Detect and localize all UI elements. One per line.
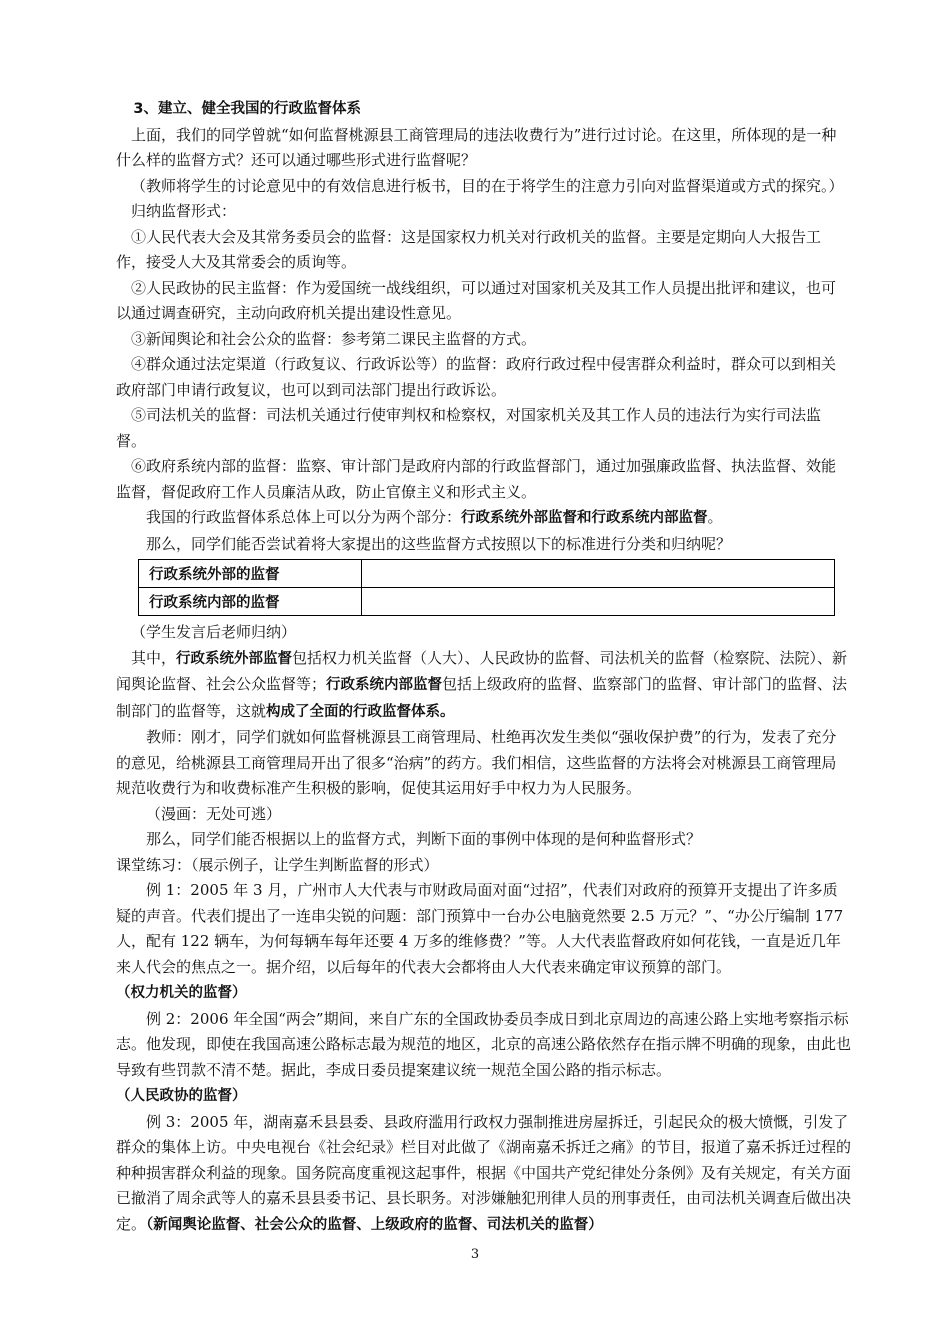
form-item: ③新闻舆论和社会公众的监督：参考第二课民主监督的方式。 <box>131 329 537 348</box>
page-content <box>116 97 851 1238</box>
system-bold-text: 行政系统外部监督和行政系统内部监督 <box>461 510 708 526</box>
example-2-answer: （人民政协的监督） <box>116 1088 247 1104</box>
comic-note: （漫画：无处可逃） <box>146 804 282 823</box>
form-item: ②人民政协的民主监督：作为爱国统一战线组织，可以通过对国家机关及其工作人员提出批评和建议，也可以通过调查研究，主动向政府机关提出建设性意见。 <box>116 278 837 322</box>
page-number: 3 <box>470 1247 480 1262</box>
example-2: 例 2：2006 年全国“两会”期间，来自广东的全国政协委员李成日到北京周边的高速公路上实地考察指示标志。他发现，即使在我国高速公路标志最为规范的地区，北京的高速公路依然存在指示牌不明确的现象，由此也导致有些罚款不清不楚。据此，李成日委员提案建议统一规范全国公路的指示标志。 <box>116 1009 852 1079</box>
table-cell-answer <box>362 560 835 588</box>
table-row <box>139 560 835 588</box>
form-item: ①人民代表大会及其常务委员会的监督：这是国家权力机关对行政机关的监督。主要是定期向人大报告工作，接受人大及其常委会的质询等。 <box>116 227 822 271</box>
section-heading: 3、建立、健全我国的行政监督体系 <box>133 101 361 117</box>
classification-table <box>138 559 835 616</box>
classify-question: 那么，同学们能否尝试着将大家提出的这些监督方式按照以下的标准进行分类和归纳呢？ <box>146 534 732 553</box>
table-row <box>139 588 835 616</box>
table-cell-label: 行政系统内部的监督 <box>139 588 362 616</box>
judge-question: 那么，同学们能否根据以上的监督方式，判断下面的事例中体现的是何种监督形式？ <box>146 830 702 848</box>
example-3: 例 3：2005 年，湖南嘉禾县县委、县政府滥用行政权力强制推进房屋拆迁，引起民众的极大愤慨，引发了群众的集体上访。中央电视台《社会纪录》栏目对此做了《湖南嘉禾拆迁之痛》的节目，报道了嘉禾拆迁过程的种种损害群众利益的现象。国务院高度重视这起事件，根据《中国共产党纪律处分条例》及有关规定，有关方面已撤消了周余武等人的嘉禾县县委书记、县长职务。对涉嫌触犯刑律人员的刑事责任，由司法机关调查后做出决定。（新闻舆论监督、社会公众的监督、上级政府的监督、司法机关的监督） <box>116 1112 852 1233</box>
exercise-label: 课堂练习：（展示例子，让学生判断监督的形式） <box>116 855 439 874</box>
summary-label: 归纳监督形式： <box>131 202 237 220</box>
form-item: ④群众通过法定渠道（行政复议、行政诉讼等）的监督：政府行政过程中侵害群众利益时，群众可以到相关政府部门申请行政复议，也可以到司法部门提出行政诉讼。 <box>116 355 837 399</box>
teacher-note: （教师将学生的讨论意见中的有效信息进行板书，目的在于将学生的注意力引向对监督渠道或方式的探究。） <box>131 176 844 195</box>
table-cell-answer <box>362 588 835 616</box>
example-3-answer: （新闻舆论监督、社会公众的监督、上级政府的监督、司法机关的监督） <box>146 1216 603 1233</box>
intro-question: 上面，我们的同学曾就“如何监督桃源县工商管理局的违法收费行为”进行过讨论。在这里，所体现的是一种什么样的监督方式？还可以通过哪些形式进行监督呢？ <box>116 125 837 169</box>
teacher-remark: 教师：刚才，同学们就如何监督桃源县工商管理局、杜绝再次发生类似“强收保护费”的行为，发表了充分的意见，给桃源县工商管理局开出了很多“治病”的药方。我们相信，这些监督的方法将会对桃源县工商管理局规范收费行为和收费标准产生积极的影响，促使其运用好手中权力为人民服务。 <box>116 728 837 797</box>
system-statement: 我国的行政监督体系总体上可以分为两个部分：行政系统外部监督和行政系统内部监督。 <box>146 508 723 526</box>
table-cell-label: 行政系统外部的监督 <box>139 560 362 588</box>
conclusion-paragraph: 其中，行政系统外部监督包括权力机关监督（人大）、人民政协的监督、司法机关的监督（检察院、法院）、新闻舆论监督、社会公众监督等；行政系统内部监督包括上级政府的监督、监察部门的监督、审计部门的监督、法制部门的监督等，这就构成了全面的行政监督体系。 <box>116 648 848 720</box>
example-1: 例 1：2005 年 3 月，广州市人大代表与市财政局面对面“过招”，代表们对政府的预算开支提出了许多质疑的声音。代表们提出了一连串尖锐的问题：部门预算中一台办公电脑竟然要 2.5 万元？”、“办公厅编制 177 人，配有 122 辆车，为何每辆车每年还要 4 万多的维修费？”等。人大代表监督政府如何花钱，一直是近几年来人代会的焦点之一。据介绍，以后每年的代表大会都将由人大代表来确定审议预算的部门。（权力机关的监督） <box>116 881 844 1001</box>
example-1-answer: （权力机关的监督） <box>116 985 247 1001</box>
student-note: （学生发言后老师归纳） <box>131 623 297 641</box>
form-item: ⑥政府系统内部的监督：监察、审计部门是政府内部的行政监督部门，通过加强廉政监督、执法监督、效能监督，督促政府工作人员廉洁从政，防止官僚主义和形式主义。 <box>116 457 837 501</box>
form-item: ⑤司法机关的监督：司法机关通过行使审判权和检察权，对国家机关及其工作人员的违法行为实行司法监督。 <box>116 406 822 450</box>
